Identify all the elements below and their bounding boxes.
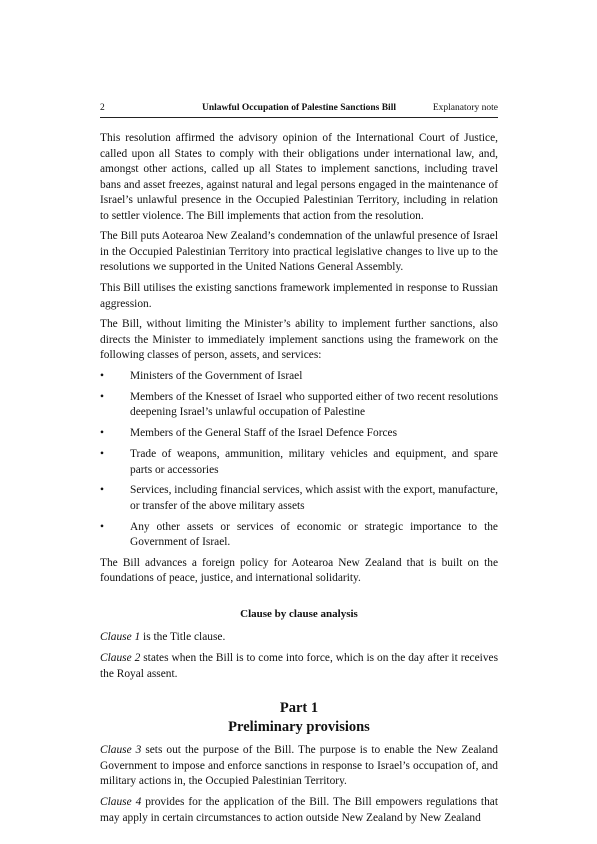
clause-analysis-heading: Clause by clause analysis xyxy=(240,607,358,620)
clause-3-text: sets out the purpose of the Bill. The purpose is to enable the New Zealand Government to impose and enforce sanctions in response to Israel’s occupation of, and military actions in, the Occupied Palestinian Territory. xyxy=(100,744,498,788)
list-item-text: Trade of weapons, ammunition, military vehicles and equipment, and spare parts or accessories xyxy=(130,448,498,476)
part-heading: Part 1 xyxy=(279,700,319,717)
clause-2-paragraph xyxy=(100,651,498,682)
header-rule xyxy=(100,117,498,118)
bullet-icon: • xyxy=(100,448,104,461)
clause-1-paragraph xyxy=(100,630,498,646)
running-header-title: Unlawful Occupation of Palestine Sanctions Bill xyxy=(202,103,396,113)
list-item xyxy=(100,483,498,514)
list-item xyxy=(100,447,498,478)
bullet-icon: • xyxy=(100,390,104,403)
paragraph-condemnation: The Bill puts Aotearoa New Zealand’s condemnation of the unlawful presence of Israel in the Occupied Palestinian Territory into practical legislative changes to live up to the resolutions we supported in the United Nations General Assembly. xyxy=(100,230,498,274)
sanctions-list xyxy=(100,369,498,550)
list-item-text: Members of the General Staff of the Israel Defence Forces xyxy=(130,427,398,440)
list-item-text: Members of the Knesset of Israel who supported either of two recent resolutions deepening Israel’s unlawful occupation of Palestine xyxy=(130,390,498,419)
list-item xyxy=(100,426,498,442)
list-item-text: Any other assets or services of economic or strategic importance to the Government of Israel. xyxy=(130,520,498,549)
bullet-icon: • xyxy=(100,370,104,383)
part-subheading: Preliminary provisions xyxy=(228,719,370,736)
bullet-icon: • xyxy=(100,484,104,497)
list-item-text: Services, including financial services, which assist with the export, manufacture, or transfer of the above military assets xyxy=(130,484,498,512)
paragraph-framework: This Bill utilises the existing sanctions framework implemented in response to Russian aggression. xyxy=(100,282,498,310)
bullet-icon: • xyxy=(100,520,104,533)
paragraph-foreign-policy: The Bill advances a foreign policy for Aotearoa New Zealand that is built on the foundations of peace, justice, and international solidarity. xyxy=(100,556,498,585)
list-item xyxy=(100,390,498,421)
page-number: 2 xyxy=(100,103,105,113)
paragraph-resolution: This resolution affirmed the advisory opinion of the International Court of Justice, called upon all States to comply with their obligations under international law, and, amongst other actions, called up all States to implement sanctions, including travel bans and asset freezes, against natural and legal persons engaged in the maintenance of Israel’s unlawful presence in the Occupied Palestinian Territory, including in relation to settler violence. The Bill implements that action from the resolution. xyxy=(100,132,498,222)
running-header xyxy=(100,101,498,115)
clause-4-paragraph xyxy=(100,795,498,826)
running-header-section-label: Explanatory note xyxy=(432,103,498,113)
list-item-text: Ministers of the Government of Israel xyxy=(130,370,303,383)
clause-2-label: Clause 2 xyxy=(100,652,141,665)
paragraph-directs-minister: The Bill, without limiting the Minister’s ability to implement further sanctions, also directs the Minister to immediately implement sanctions using the framework on the following classes of person, assets, and services: xyxy=(100,318,498,362)
body-text xyxy=(100,131,498,831)
clause-3-label: Clause 3 xyxy=(100,744,142,757)
list-item xyxy=(100,520,498,551)
clause-1-label: Clause 1 xyxy=(100,631,141,644)
clause-4-text: provides for the application of the Bill. The Bill empowers regulations that may apply in certain circumstances to action outside New Zealand by New Zealand xyxy=(100,796,498,824)
clause-2-text: states when the Bill is to come into force, which is on the day after it receives the Royal assent. xyxy=(100,652,498,680)
bullet-icon: • xyxy=(100,427,104,440)
clause-4-label: Clause 4 xyxy=(100,796,142,809)
list-item xyxy=(100,369,498,385)
clause-1-text: is the Title clause. xyxy=(140,631,226,644)
clause-3-paragraph xyxy=(100,743,498,790)
